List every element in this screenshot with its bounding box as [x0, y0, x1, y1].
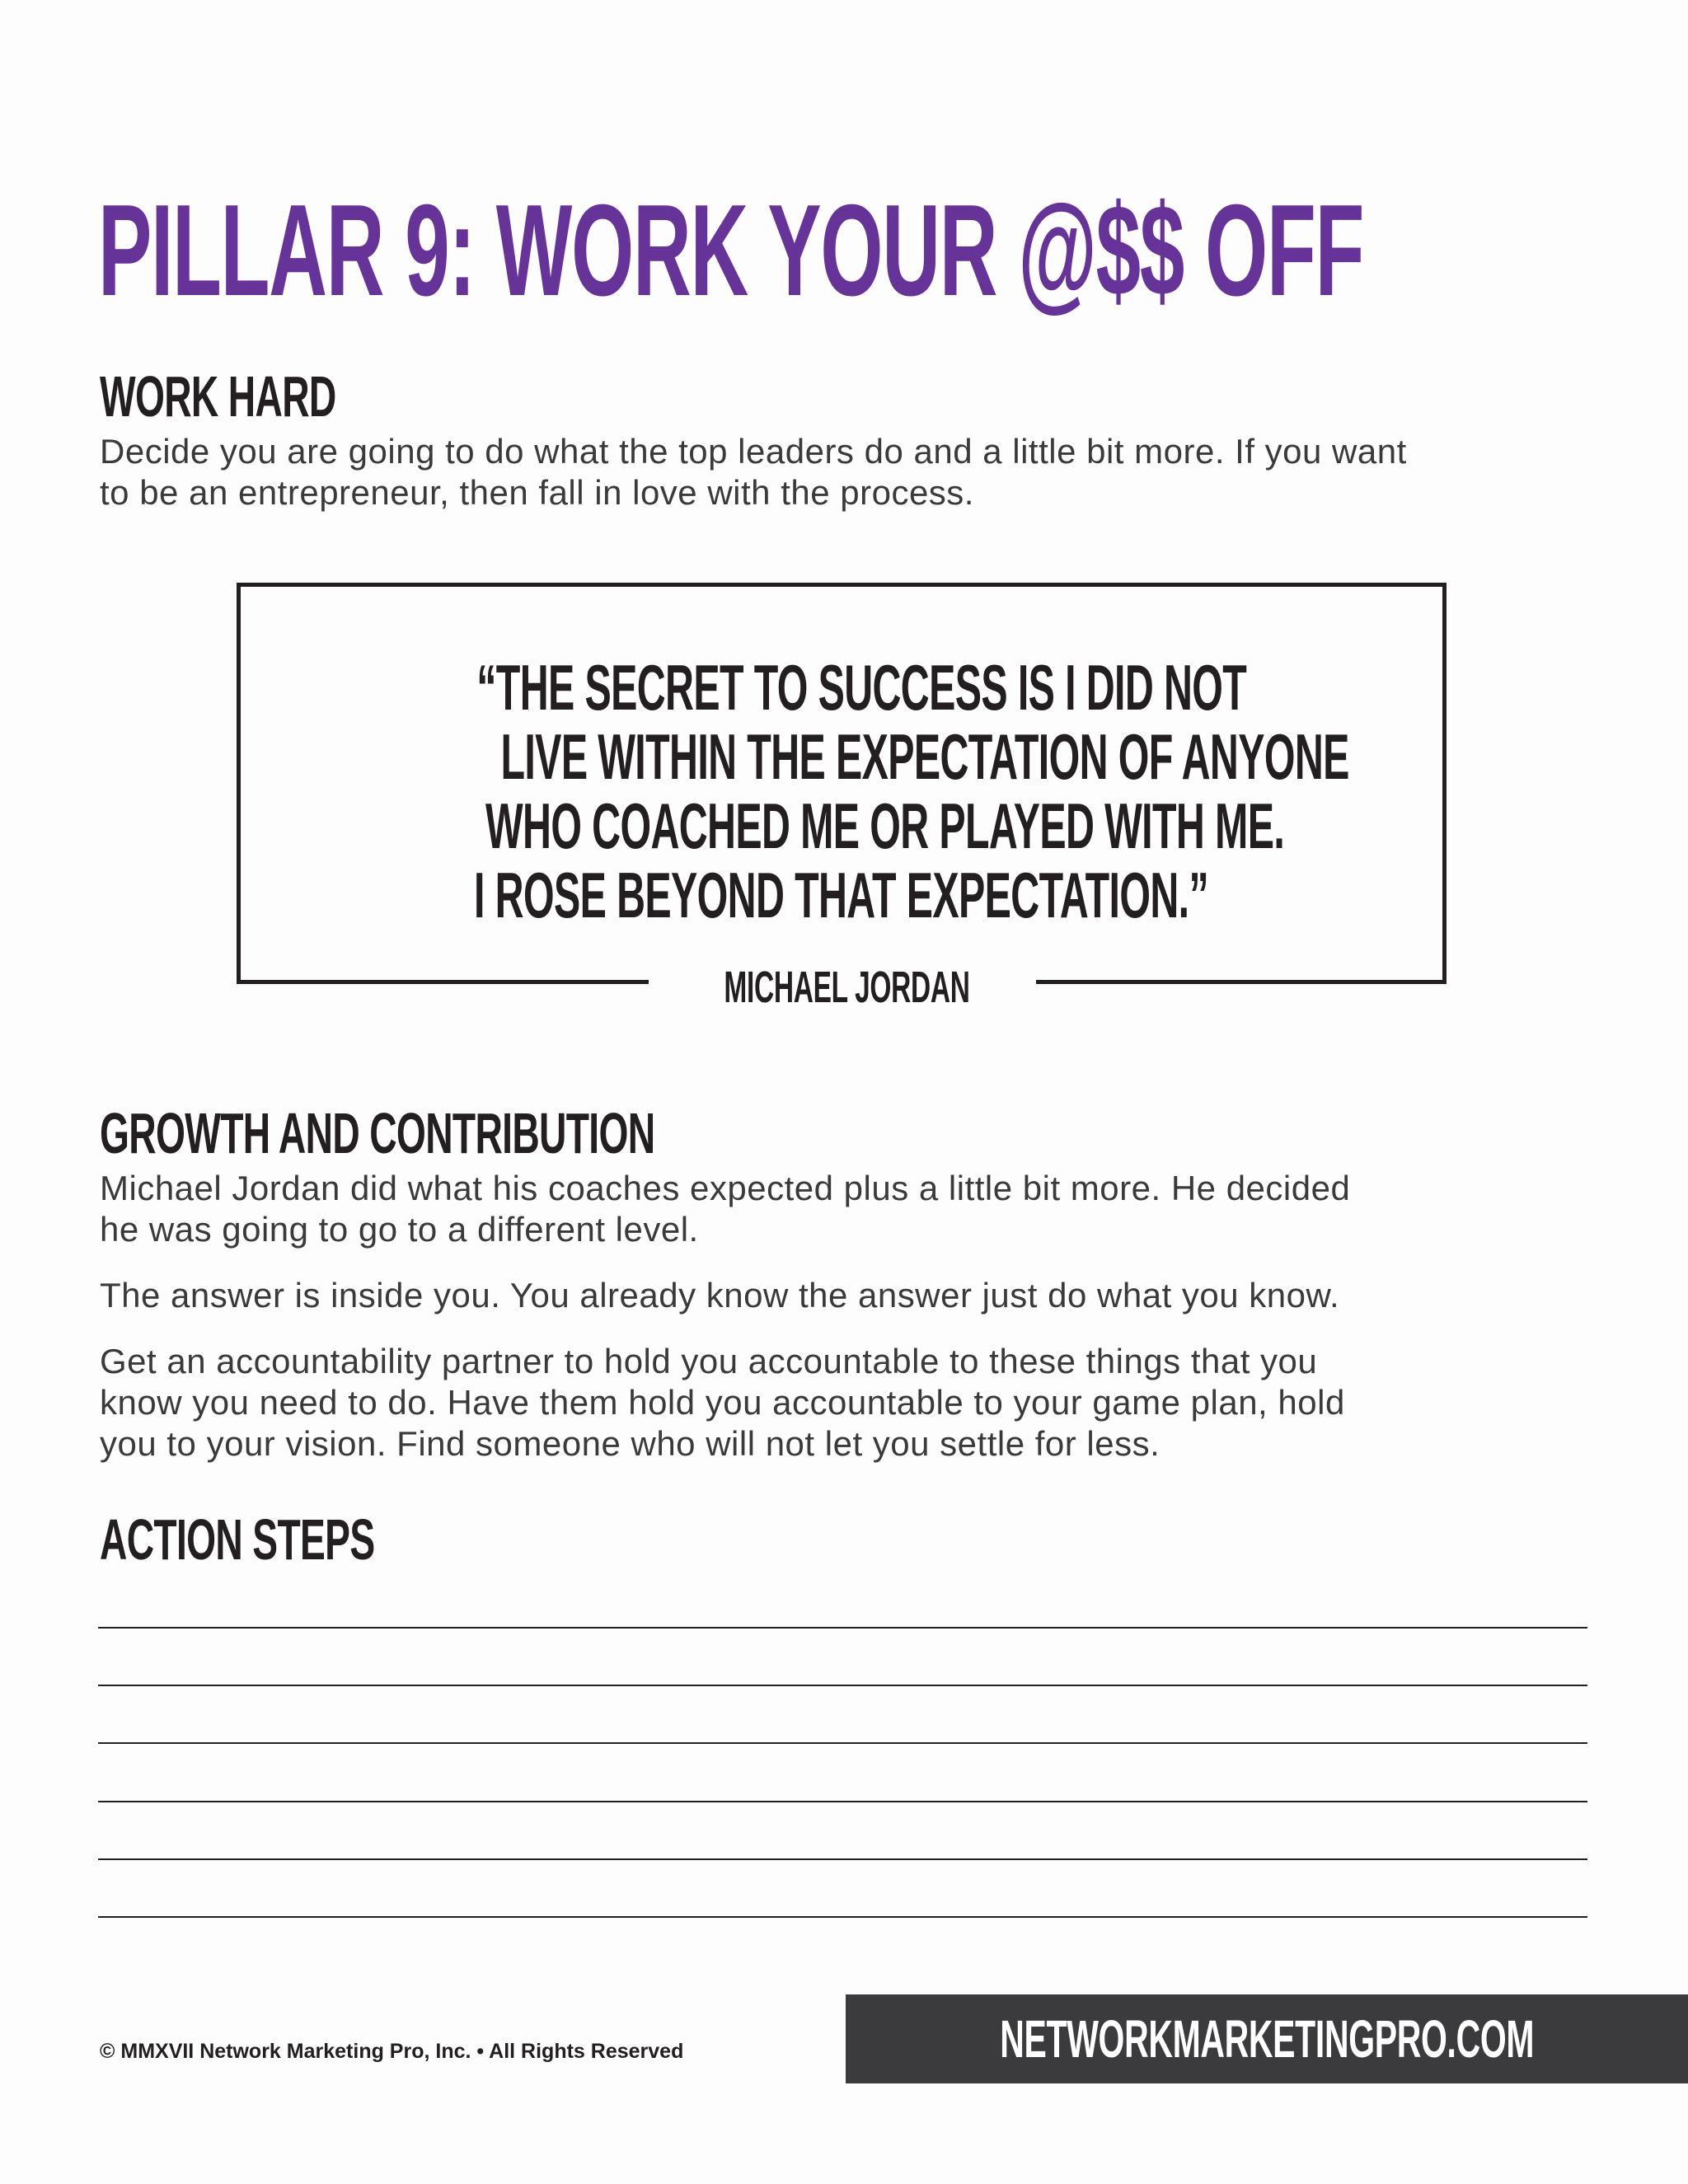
write-line[interactable] [98, 1801, 1587, 1802]
quote-line: LIVE WITHIN THE EXPECTATION OF ANYONE [500, 720, 1349, 793]
quote-author: MICHAEL JORDAN [724, 963, 970, 1012]
write-line[interactable] [98, 1858, 1587, 1860]
write-line[interactable] [98, 1627, 1587, 1629]
section-heading-growth: GROWTH AND CONTRIBUTION [100, 1101, 655, 1165]
quote-author-wrap [649, 963, 1036, 1012]
write-line[interactable] [98, 1916, 1587, 1918]
paragraph-line: you to your vision. Find someone who will not let you settle for less. [100, 1424, 1160, 1463]
paragraph-line: to be an entrepreneur, then fall in love with the process. [100, 473, 974, 512]
footer-banner [846, 1994, 1688, 2083]
paragraph-line: Decide you are going to do what the top leaders do and a little bit more. If you want [100, 432, 1407, 471]
section-heading-work-hard: WORK HARD [100, 364, 336, 429]
quote-line: “THE SECRET TO SUCCESS IS I DID NOT [476, 651, 1247, 724]
paragraph-line: he was going to go to a different level. [100, 1210, 699, 1249]
quote-box [237, 583, 1447, 984]
paragraph-line: The answer is inside you. You already know the answer just do what you know. [100, 1276, 1340, 1315]
write-line[interactable] [98, 1685, 1587, 1686]
paragraph-line: know you need to do. Have them hold you accountable to your game plan, hold [100, 1383, 1345, 1422]
paragraph-growth-2 [100, 1275, 1600, 1316]
section-heading-action-steps: ACTION STEPS [100, 1507, 375, 1572]
quote-line: WHO COACHED ME OR PLAYED WITH ME. [485, 790, 1285, 862]
paragraph-work-hard [100, 431, 1600, 513]
paragraph-line: Michael Jordan did what his coaches expected plus a little bit more. He decided [100, 1169, 1351, 1207]
quote-line: I ROSE BEYOND THAT EXPECTATION.” [474, 859, 1209, 931]
write-line[interactable] [98, 1742, 1587, 1744]
paragraph-growth-1 [100, 1168, 1600, 1250]
footer-url-link[interactable]: NETWORKMARKETINGPRO.COM [1000, 2009, 1534, 2069]
paragraph-growth-3 [100, 1341, 1600, 1465]
page-title: PILLAR 9: WORK YOUR @$$ OFF [98, 178, 1364, 323]
paragraph-line: Get an accountability partner to hold you accountable to these things that you [100, 1342, 1318, 1380]
quote-text [241, 653, 1442, 930]
copyright-notice: © MMXVII Network Marketing Pro, Inc. • All Rights Reserved [100, 2040, 684, 2063]
